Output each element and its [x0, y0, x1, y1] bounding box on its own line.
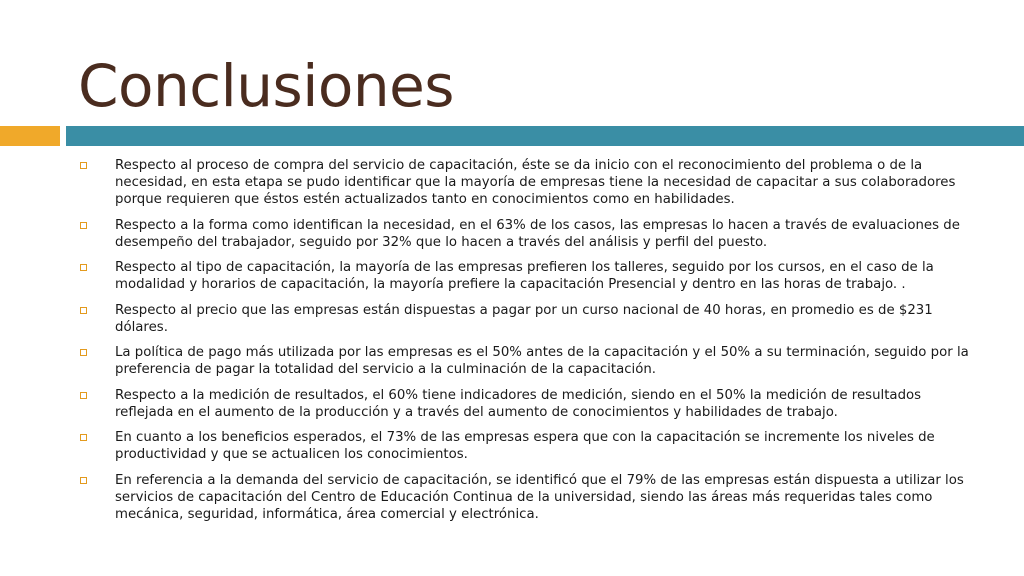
list-item-text: La política de pago más utilizada por las empresas es el 50% antes de la capacitación y el 50% a su terminación, seguido por la preferencia de pagar la totalidad del servicio a la culminación de la capacitación.: [115, 345, 969, 377]
hollow-square-bullet-icon: [80, 434, 87, 441]
list-item: [78, 157, 974, 208]
hollow-square-bullet-icon: [80, 162, 87, 169]
hollow-square-bullet-icon: [80, 307, 87, 314]
list-item-text: En referencia a la demanda del servicio de capacitación, se identificó que el 79% de las empresas están dispuesta a utilizar los servicios de capacitación del Centro de Educación Continua de la universidad, siendo las áreas más requeridas tales como mecánica, seguridad, informática, área comercial y electrónica.: [115, 472, 964, 522]
hollow-square-bullet-icon: [80, 222, 87, 229]
list-item: [78, 429, 974, 463]
list-item: [78, 387, 974, 421]
list-item: [78, 344, 974, 378]
list-item-text: En cuanto a los beneficios esperados, el 73% de las empresas espera que con la capacitación se incremente los niveles de productividad y que se actualicen los conocimientos.: [115, 430, 935, 462]
accent-bar-orange: [0, 126, 60, 146]
list-item-text: Respecto al tipo de capacitación, la mayoría de las empresas prefieren los talleres, seguido por los cursos, en el caso de la modalidad y horarios de capacitación, la mayoría prefiere la capacitación Presencial y dentro en las horas de trabajo. .: [115, 260, 934, 292]
accent-bar-teal: [66, 126, 1024, 146]
hollow-square-bullet-icon: [80, 477, 87, 484]
hollow-square-bullet-icon: [80, 392, 87, 399]
hollow-square-bullet-icon: [80, 349, 87, 356]
list-item-text: Respecto a la forma como identifican la necesidad, en el 63% de los casos, las empresas lo hacen a través de evaluaciones de desempeño del trabajador, seguido por 32% que lo hacen a través del análisis y perfil del puesto.: [115, 217, 960, 250]
list-item: [78, 259, 974, 293]
list-item-text: Respecto a la medición de resultados, el 60% tiene indicadores de medición, siendo en el 50% la medición de resultados reflejada en el aumento de la producción y a través del aumento de conocimientos y habilidades de trabajo.: [115, 387, 922, 420]
list-item: [78, 217, 974, 251]
list-item: [78, 472, 974, 523]
list-item-text: Respecto al precio que las empresas están dispuestas a pagar por un curso nacional de 40 horas, en promedio es de $231 dólares.: [115, 302, 933, 335]
list-item-text: Respecto al proceso de compra del servicio de capacitación, éste se da inicio con el reconocimiento del problema o de la necesidad, en esta etapa se pudo identificar que la mayoría de empresas tiene la necesidad de capacitar a sus colaboradores porque requieren que éstos estén actualizados tanto en conocimientos como en habilidades.: [115, 158, 956, 207]
list-item: [78, 302, 974, 336]
slide-title: Conclusiones: [78, 52, 454, 120]
conclusions-list: [78, 157, 974, 531]
hollow-square-bullet-icon: [80, 264, 87, 271]
